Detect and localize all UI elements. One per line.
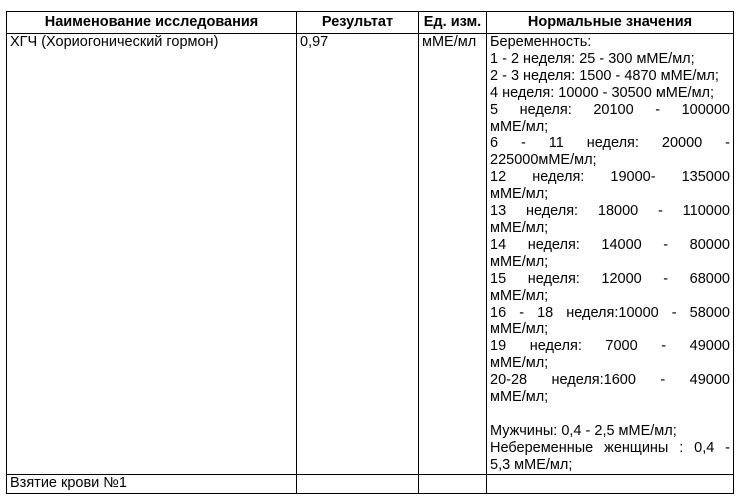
reference-line: 19 неделя: 7000 - 49000	[490, 338, 730, 355]
empty-cell	[419, 474, 487, 493]
reference-line: 1 - 2 неделя: 25 - 300 мМЕ/мл;	[490, 50, 695, 67]
reference-line: 12 неделя: 19000- 135000	[490, 169, 730, 186]
reference-line: 4 неделя: 10000 - 30500 мМЕ/мл;	[490, 84, 715, 101]
reference-line: мМЕ/мл;	[490, 118, 549, 135]
reference-line: Беременность:	[490, 34, 592, 50]
reference-line: Небеременные женщины : 0,4 -	[490, 439, 730, 456]
reference-line: мМЕ/мл;	[490, 287, 549, 304]
reference-line: 6 - 11 неделя: 20000 -	[490, 135, 730, 152]
header-test-name: Наименование исследования	[7, 12, 297, 34]
reference-line: мМЕ/мл;	[490, 355, 549, 372]
reference-line: 15 неделя: 12000 - 68000	[490, 270, 730, 287]
reference-line: 225000мМЕ/мл;	[490, 152, 597, 169]
reference-line: 2 - 3 неделя: 1500 - 4870 мМЕ/мл;	[490, 67, 719, 84]
footer-row	[7, 474, 734, 493]
table-header-row	[7, 12, 734, 34]
reference-line: мМЕ/мл;	[490, 321, 549, 338]
reference-line	[490, 406, 730, 423]
header-reference: Нормальные значения	[487, 12, 734, 34]
reference-line: 16 - 18 неделя:10000 - 58000	[490, 304, 730, 321]
reference-line: мМЕ/мл;	[490, 219, 549, 236]
reference-line: мМЕ/мл;	[490, 253, 549, 270]
unit-cell: мМЕ/мл	[419, 34, 487, 475]
reference-line: 5,3 мМЕ/мл;	[490, 456, 573, 473]
empty-cell	[297, 474, 419, 493]
reference-line: Мужчины: 0,4 - 2,5 мМЕ/мл;	[490, 422, 677, 439]
empty-cell	[487, 474, 734, 493]
reference-line: 14 неделя: 14000 - 80000	[490, 236, 730, 253]
header-result: Результат	[297, 12, 419, 34]
sample-label: Взятие крови №1	[7, 474, 297, 493]
reference-line: мМЕ/мл;	[490, 186, 549, 203]
reference-line: 13 неделя: 18000 - 110000	[490, 203, 730, 220]
reference-cell	[487, 34, 734, 475]
lab-results-table	[6, 11, 734, 494]
test-name-cell: ХГЧ (Хориогонический гормон)	[7, 34, 297, 475]
table-row	[7, 34, 734, 475]
reference-values	[490, 34, 730, 474]
result-cell: 0,97	[297, 34, 419, 475]
reference-line: 5 неделя: 20100 - 100000	[490, 101, 730, 118]
reference-line: 20-28 неделя:1600 - 49000	[490, 372, 730, 389]
header-unit: Ед. изм.	[419, 12, 487, 34]
reference-line: мМЕ/мл;	[490, 389, 549, 406]
